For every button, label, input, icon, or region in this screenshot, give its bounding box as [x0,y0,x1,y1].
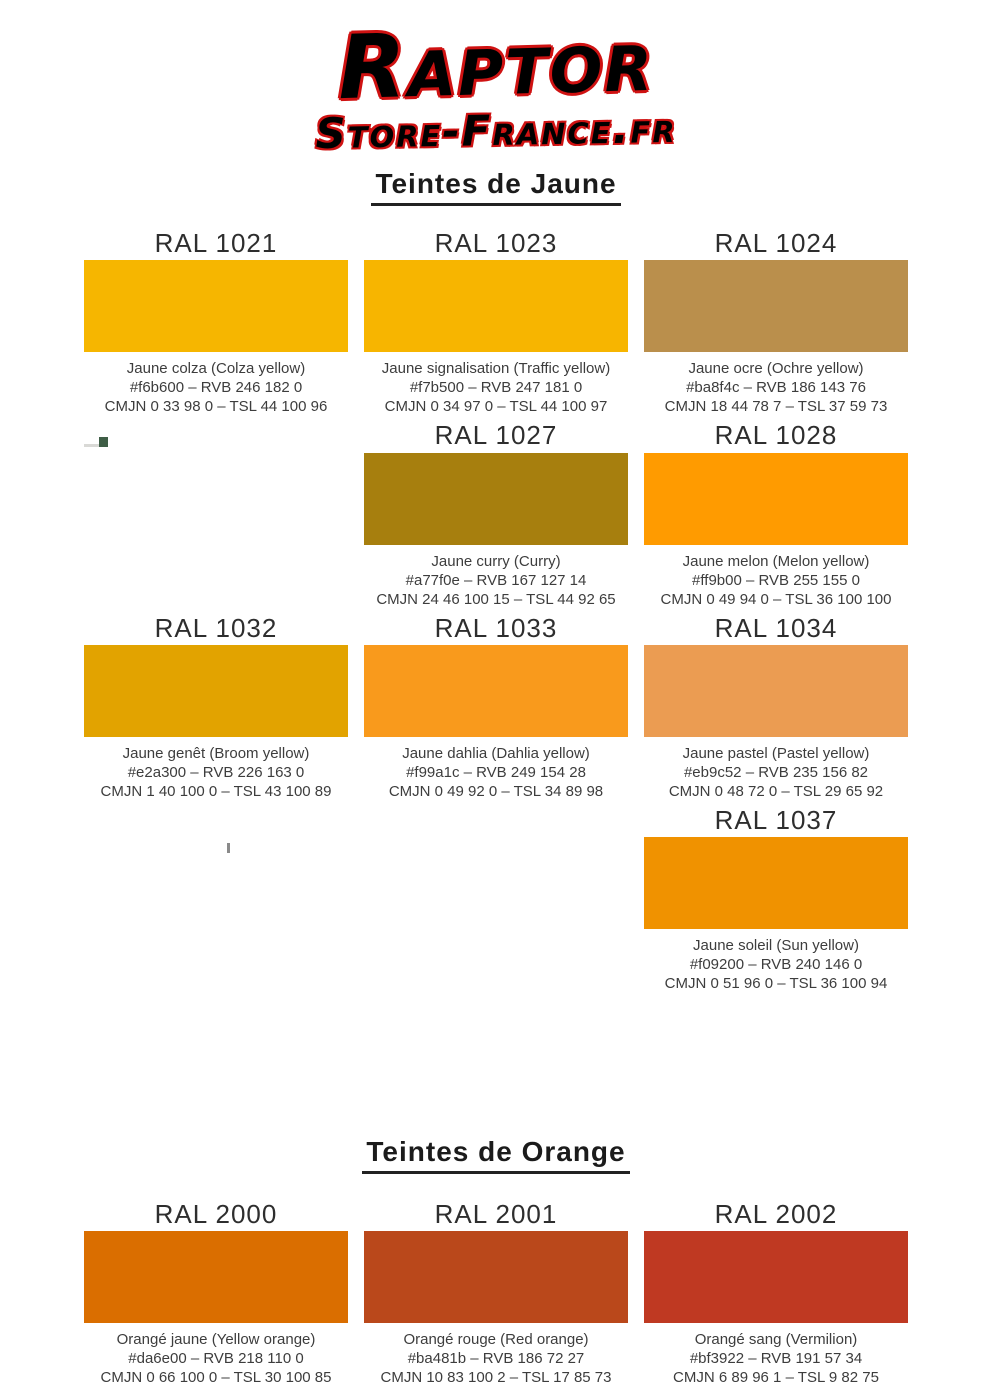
color-cmjn-tsl-line: CMJN 24 46 100 15 – TSL 44 92 65 [376,590,616,608]
color-hex-rvb-line: #f09200 – RVB 240 146 0 [689,956,863,974]
color-caption [644,359,908,416]
color-swatch [364,1231,628,1323]
color-cmjn-tsl-line: CMJN 0 49 92 0 – TSL 34 89 98 [388,782,604,800]
color-swatch [364,645,628,737]
color-caption [644,1330,908,1387]
section-title-wrap [0,1136,992,1174]
color-name-line: Jaune dahlia (Dahlia yellow) [402,744,590,762]
section-title-wrap [0,168,992,206]
scan-artifact-dash-mark [84,444,99,447]
color-name-line: Jaune ocre (Ochre yellow) [688,360,864,378]
color-cmjn-tsl-line: CMJN 18 44 78 7 – TSL 37 59 73 [664,398,888,416]
color-caption [84,359,348,416]
color-cmjn-tsl-line: CMJN 0 34 97 0 – TSL 44 100 97 [384,398,608,416]
color-caption [84,744,348,801]
color-hex-rvb-line: #ba8f4c – RVB 186 143 76 [686,379,866,397]
color-cmjn-tsl-line: CMJN 0 49 94 0 – TSL 36 100 100 [660,590,892,608]
logo [0,0,992,159]
section-title-jaune: Teintes de Jaune [371,168,620,206]
color-swatch [84,260,348,352]
color-card [364,1201,628,1387]
swatch-grid-orange [0,1201,992,1387]
ral-code-label: RAL 1028 [714,420,838,451]
color-hex-rvb-line: #eb9c52 – RVB 235 156 82 [683,763,869,781]
ral-code-label: RAL 2000 [154,1199,278,1230]
color-swatch [84,1231,348,1323]
color-hex-rvb-line: #e2a300 – RVB 226 163 0 [127,763,305,781]
color-card [644,804,908,993]
scan-artifact-tick-mark [227,843,230,853]
color-name-line: Orangé sang (Vermilion) [694,1331,858,1349]
color-card [644,422,908,608]
ral-code-label: RAL 2002 [714,1199,838,1230]
color-caption [644,936,908,993]
color-cmjn-tsl-line: CMJN 6 89 96 1 – TSL 9 82 75 [673,1369,879,1387]
ral-code-label: RAL 1033 [434,612,558,643]
color-name-line: Orangé rouge (Red orange) [403,1331,589,1349]
color-hex-rvb-line: #f99a1c – RVB 249 154 28 [406,763,586,781]
color-name-line: Jaune melon (Melon yellow) [682,552,870,570]
color-card [364,612,628,801]
ral-code-label: RAL 1032 [154,612,278,643]
color-hex-rvb-line: #da6e00 – RVB 218 110 0 [128,1350,304,1368]
section-title-orange: Teintes de Orange [362,1136,629,1174]
color-name-line: Jaune pastel (Pastel yellow) [682,744,870,762]
color-name-line: Jaune colza (Colza yellow) [126,360,306,378]
color-caption [364,359,628,416]
color-card [84,230,348,416]
scan-artifact-green-mark [99,437,108,447]
ral-code-label: RAL 1021 [154,228,278,258]
color-hex-rvb-line: #ba481b – RVB 186 72 27 [407,1350,585,1368]
color-caption [644,552,908,609]
ral-code-label: RAL 1034 [714,612,838,643]
ral-code-label: RAL 1037 [714,804,838,835]
color-name-line: Jaune soleil (Sun yellow) [693,937,859,955]
ral-code-label: RAL 1024 [714,228,838,258]
ral-code-label: RAL 1027 [434,420,558,451]
color-card [84,1201,348,1387]
color-cmjn-tsl-line: CMJN 10 83 100 2 – TSL 17 85 73 [380,1369,612,1387]
ral-code-label: RAL 2001 [434,1199,558,1230]
color-name-line: Jaune curry (Curry) [431,552,561,570]
color-hex-rvb-line: #a77f0e – RVB 167 127 14 [405,571,587,589]
color-hex-rvb-line: #bf3922 – RVB 191 57 34 [689,1350,863,1368]
color-name-line: Jaune signalisation (Traffic yellow) [381,360,611,378]
color-swatch [364,453,628,545]
color-caption [644,744,908,801]
color-cmjn-tsl-line: CMJN 0 51 96 0 – TSL 36 100 94 [664,975,888,993]
swatch-grid-jaune [0,230,992,993]
color-swatch [364,260,628,352]
color-card [364,230,628,416]
color-cmjn-tsl-line: CMJN 0 48 72 0 – TSL 29 65 92 [668,782,884,800]
ral-code-label: RAL 1023 [434,228,558,258]
section-orange [0,1136,992,1387]
section-jaune [0,168,992,993]
color-name-line: Jaune genêt (Broom yellow) [122,744,310,762]
color-swatch [644,1231,908,1323]
color-card [644,612,908,801]
color-swatch [644,453,908,545]
color-card [84,612,348,801]
color-swatch [644,260,908,352]
color-caption [84,1330,348,1387]
logo-domain-text: Store-France.fr [314,102,677,159]
color-caption [364,552,628,609]
color-card [644,230,908,416]
color-caption [364,1330,628,1387]
color-cmjn-tsl-line: CMJN 1 40 100 0 – TSL 43 100 89 [100,782,332,800]
color-swatch [84,645,348,737]
color-cmjn-tsl-line: CMJN 0 33 98 0 – TSL 44 100 96 [104,398,328,416]
color-hex-rvb-line: #ff9b00 – RVB 255 155 0 [692,571,860,589]
color-card [364,422,628,608]
color-caption [364,744,628,801]
color-card [644,1201,908,1387]
logo-raptor-text: Raptor [336,7,656,120]
color-hex-rvb-line: #f7b500 – RVB 247 181 0 [409,379,583,397]
color-swatch [644,837,908,929]
color-swatch [644,645,908,737]
color-hex-rvb-line: #f6b600 – RVB 246 182 0 [129,379,303,397]
color-cmjn-tsl-line: CMJN 0 66 100 0 – TSL 30 100 85 [100,1369,332,1387]
color-name-line: Orangé jaune (Yellow orange) [116,1331,316,1349]
